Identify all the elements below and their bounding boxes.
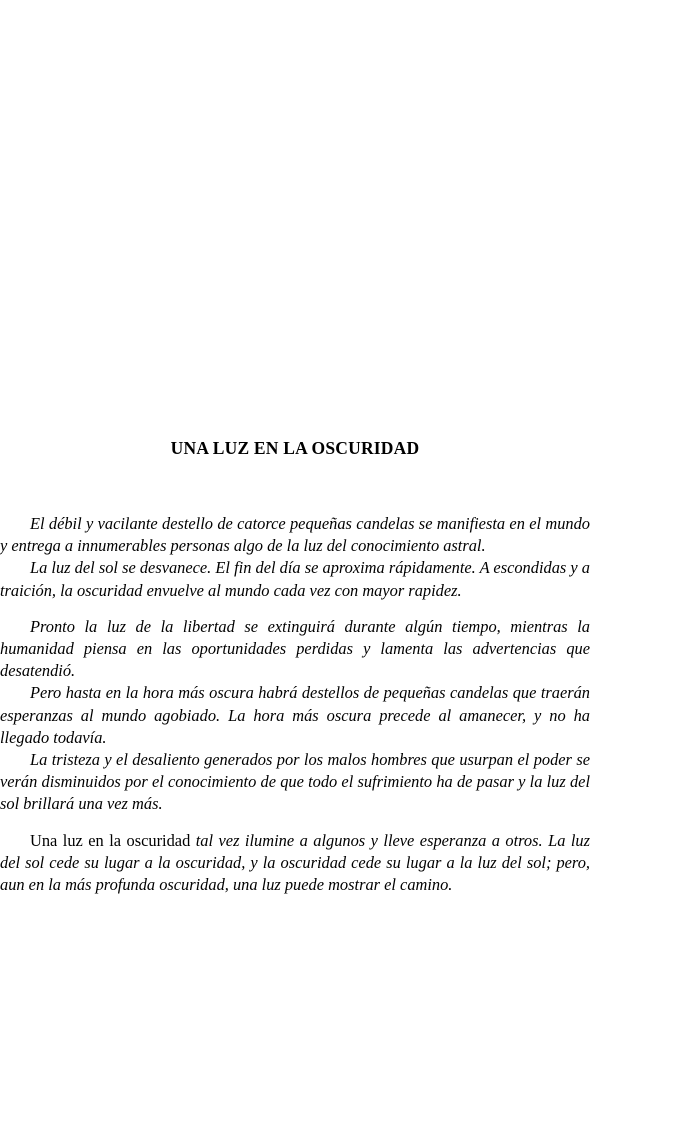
paragraph-lead-roman: Una luz en la oscuridad (30, 830, 196, 850)
paragraph: Pronto la luz de la libertad se extinguirá durante algún tiempo, mientras la humanidad piensa en las oportunidades perdidas y lamenta las advertencias que desatendió. (0, 616, 590, 681)
paragraph-text: tal vez ilumine a algunos y lleve esperanza a otros. La luz del sol cede su lugar a la oscuridad, y la oscuridad cede su lugar a la luz del sol; pero, aun en la más profunda oscuridad, una luz puede mostrar el camino. (0, 830, 591, 895)
paragraph: Pero hasta en la hora más oscura habrá destellos de pequeñas candelas que traerán esperanzas al mundo agobiado. La hora más oscura precede al amanecer, y no ha llegado todavía. (0, 683, 590, 747)
body-text (0, 513, 590, 896)
paragraph-group (0, 830, 590, 897)
paragraph: El débil y vacilante destello de catorce pequeñas candelas se manifiesta en el mundo y entrega a innumerables personas algo de la luz del conocimiento astral. (0, 514, 590, 556)
paragraph: La luz del sol se desvanece. El fin del día se aproxima rápidamente. A escondidas y a traición, la oscuridad envuelve al mundo cada vez con mayor rapidez. (0, 558, 590, 600)
paragraph: La tristeza y el desaliento generados por los malos hombres que usurpan el poder se verán disminuidos por el conocimiento de que todo el sufrimiento ha de pasar y la luz del sol brillará una vez más. (0, 750, 590, 814)
paragraph-group (0, 513, 590, 602)
paragraph-group (0, 616, 590, 816)
paragraph (0, 830, 590, 897)
page-title: UNA LUZ EN LA OSCURIDAD (170, 438, 420, 458)
